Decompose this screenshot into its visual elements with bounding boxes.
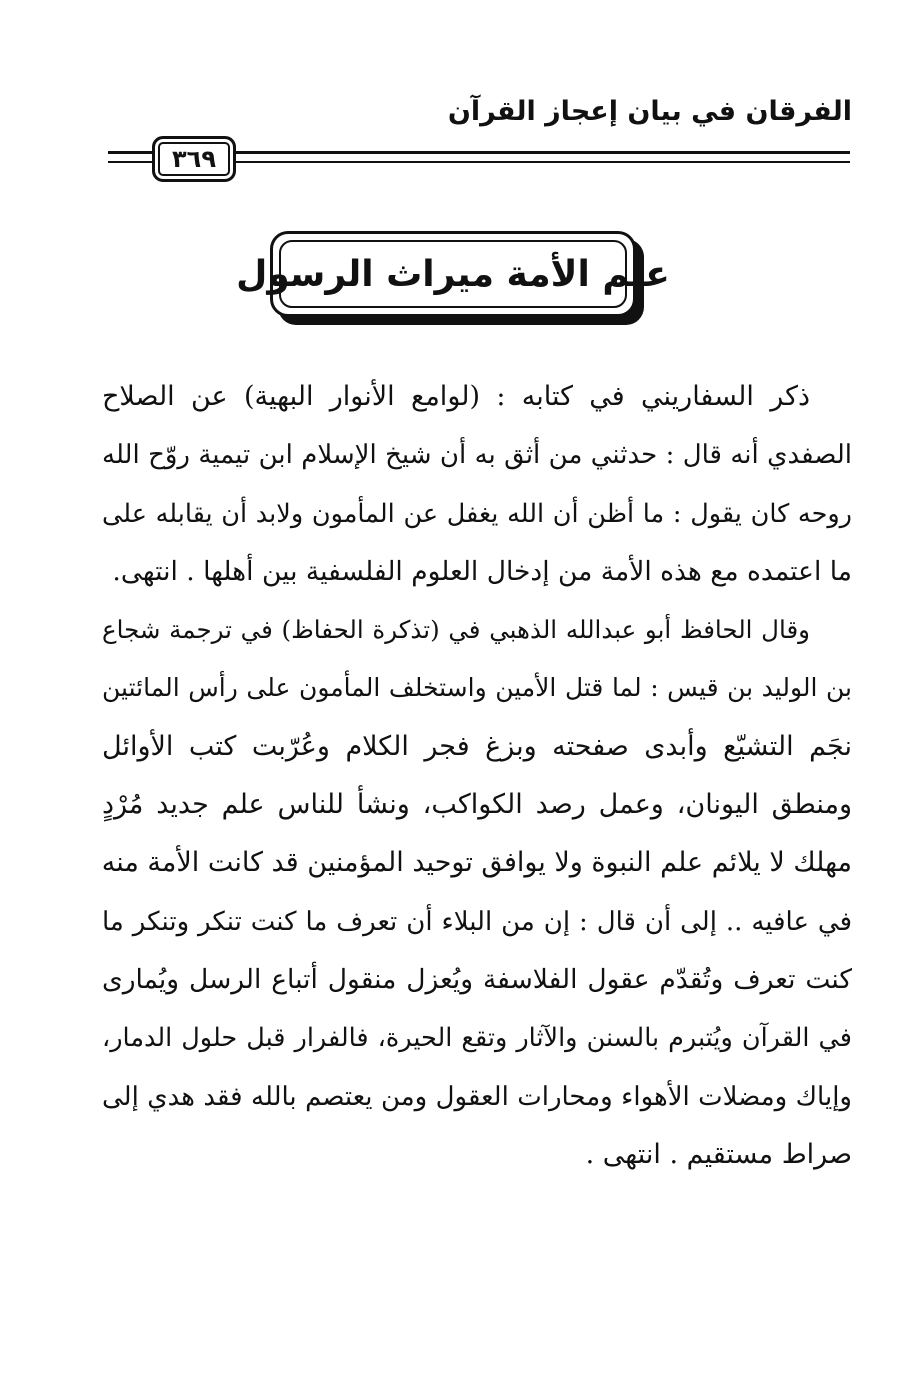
- chapter-title-frame: [236, 231, 670, 317]
- body-line: كنت تعرف وتُقدّم عقول الفلاسفة ويُعزل منقول أتباع الرسل ويُمارى: [102, 963, 852, 995]
- body-line: بن الوليد بن قيس : لما قتل الأمين واستخلف المأمون على رأس المائتين: [102, 673, 852, 703]
- body-line: صراط مستقيم . انتهى .: [585, 1138, 852, 1170]
- page-number: ٣٦٩: [152, 136, 236, 182]
- running-header-title: الفرقان في بيان إعجاز القرآن: [447, 96, 852, 127]
- body-line: ذكر السفاريني في كتابه : (لوامع الأنوار البهية) عن الصلاح: [102, 381, 810, 412]
- body-line: وإياك ومضلات الأهواء ومحارات العقول ومن يعتصم بالله فقد هدي إلى: [102, 1081, 852, 1112]
- body-line: ومنطق اليونان، وعمل رصد الكواكب، ونشأ للناس علم جديد مُرْدٍ: [102, 789, 852, 821]
- body-text: [102, 368, 852, 1184]
- body-line: في القرآن ويُتبرم بالسنن والآثار وتقع الحيرة، فالفرار قبل حلول الدمار،: [102, 1023, 852, 1054]
- body-line: الصفدي أنه قال : حدثني من أثق به أن شيخ الإسلام ابن تيمية روّح الله: [102, 440, 852, 471]
- body-line: نجَم التشيّع وأبدى صفحته وبزغ فجر الكلام وعُرّبت كتب الأوائل: [102, 730, 852, 762]
- body-line: مهلك لا يلائم علم النبوة ولا يوافق توحيد المؤمنين قد كانت الأمة منه: [102, 847, 852, 879]
- body-line: في عافيه .. إلى أن قال : إن من البلاء أن تعرف ما كنت تنكر وتنكر ما: [102, 906, 852, 937]
- body-line: وقال الحافظ أبو عبدالله الذهبي في (تذكرة الحفاظ) في ترجمة شجاع: [102, 615, 810, 645]
- body-line: روحه كان يقول : ما أظن أن الله يغفل عن المأمون ولابد أن يقابله على: [102, 498, 852, 529]
- body-line: ما اعتمده مع هذه الأمة من إدخال العلوم الفلسفية بين أهلها . انتهى.: [112, 555, 852, 587]
- chapter-title: علم الأمة ميراث الرسول: [236, 253, 670, 295]
